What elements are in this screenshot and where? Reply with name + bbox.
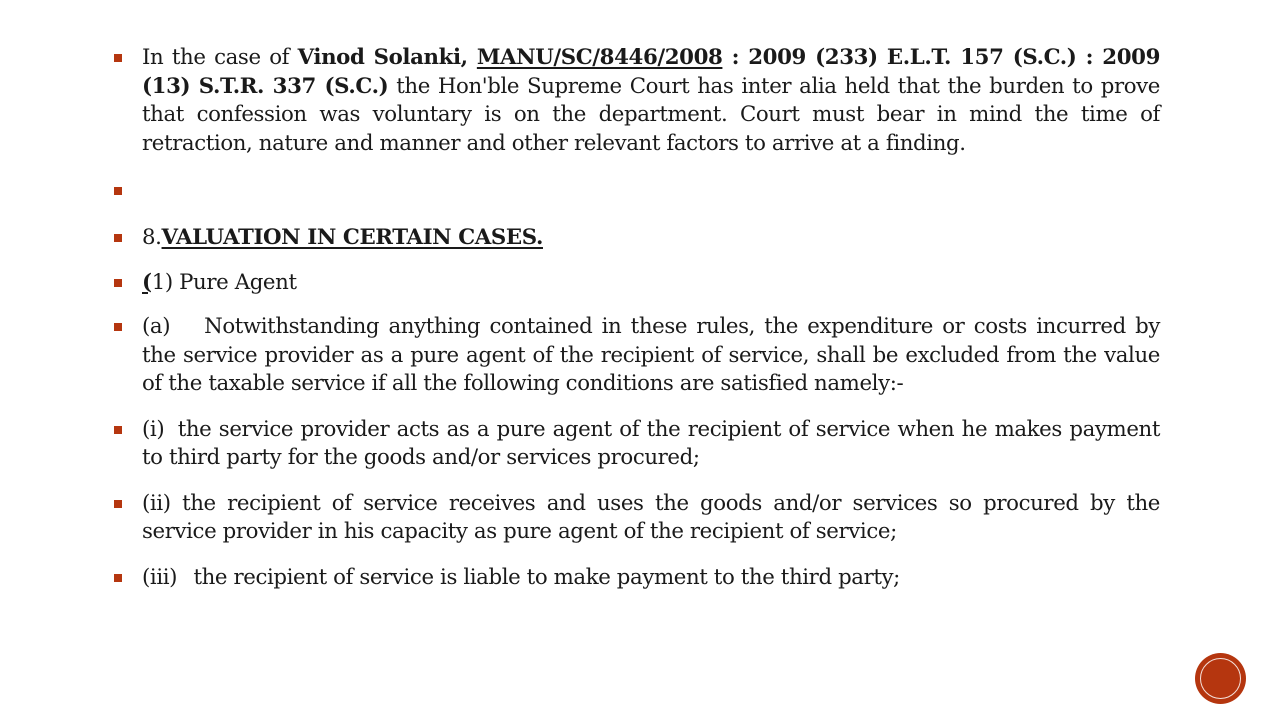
bullet-pure-agent: [114, 269, 1160, 298]
square-bullet-icon: [114, 323, 122, 331]
square-bullet-icon: [114, 426, 122, 434]
square-bullet-icon: [114, 187, 122, 195]
condition-i-text: the service provider acts as a pure agent of the recipient of service when he makes payment to third party for the goods and/or services procured;: [142, 416, 1160, 470]
condition-i-label: (i): [142, 416, 165, 442]
slide-body: [114, 44, 1160, 592]
bullet-clause-a: [114, 313, 1160, 399]
pure-agent-paren: (: [142, 269, 152, 295]
clause-a-label: (a): [142, 314, 171, 339]
case-holding-text: the Hon'ble Supreme Court has inter alia held that the burden to prove that confession was voluntary is on the department. Court must bear in mind the time of retraction, nature and manner and other relevant factors to arrive at a finding.: [142, 73, 1160, 156]
condition-iii-text: the recipient of service is liable to make payment to the third party;: [193, 564, 900, 590]
bullet-empty: [114, 177, 1160, 205]
case-intro: In the case of: [142, 45, 298, 70]
case-party-name: Vinod Solanki,: [297, 45, 477, 70]
pure-agent-title: 1) Pure Agent: [151, 269, 297, 295]
case-citation-elt-str: : 2009 (233) E.L.T. 157 (S.C.) : 2009 (13) S.T.R. 337 (S.C.): [142, 45, 1160, 99]
slide-number-badge: [1196, 654, 1245, 703]
clause-a-text: Notwithstanding anything contained in these rules, the expenditure or costs incurred by the service provider as a pure agent of the recipient of service, shall be excluded from the value of the taxable service if all the following conditions are satisfied namely:-: [142, 314, 1160, 396]
case-citation-manu: MANU/SC/8446/2008: [476, 45, 723, 70]
square-bullet-icon: [114, 574, 122, 582]
square-bullet-icon: [114, 279, 122, 287]
section-heading: VALUATION IN CERTAIN CASES.: [161, 225, 543, 250]
square-bullet-icon: [114, 54, 122, 62]
bullet-case-vinod-solanki: [114, 44, 1160, 158]
square-bullet-icon: [114, 234, 122, 242]
bullet-condition-i: [114, 416, 1160, 473]
bullet-section-heading: [114, 224, 1160, 253]
section-number: 8.: [142, 225, 162, 250]
bullet-condition-iii: [114, 564, 1160, 593]
bullet-condition-ii: [114, 490, 1160, 547]
square-bullet-icon: [114, 500, 122, 508]
condition-iii-label: (iii): [142, 564, 178, 590]
condition-ii-label: (ii): [142, 490, 171, 516]
condition-ii-text: the recipient of service receives and uses the goods and/or services so procured by the service provider in his capacity as pure agent of the recipient of service;: [142, 490, 1160, 544]
